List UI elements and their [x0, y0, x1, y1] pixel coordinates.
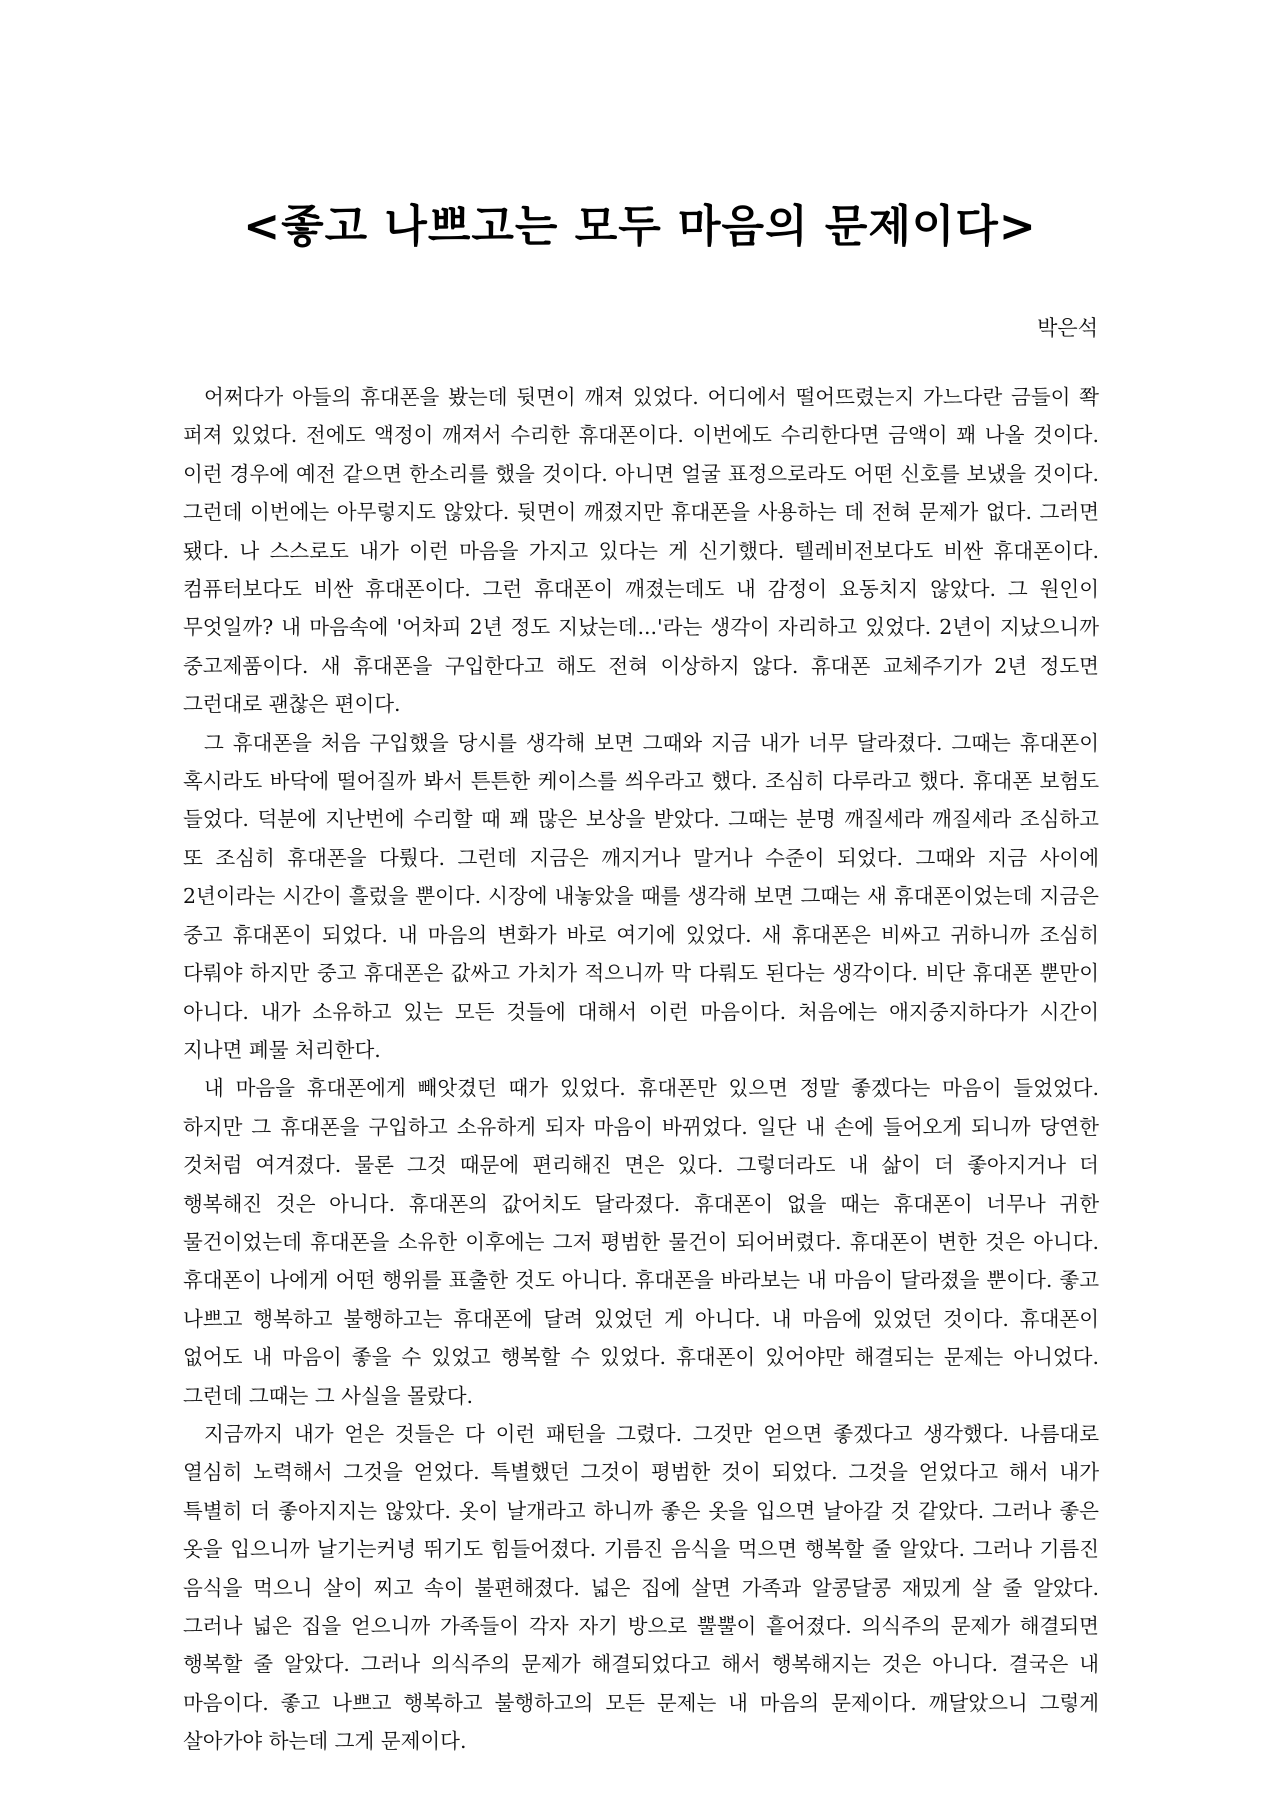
- paragraph-1: 어쩌다가 아들의 휴대폰을 봤는데 뒷면이 깨져 있었다. 어디에서 떨어뜨렸는지 가느다란 금들이 쫙 퍼져 있었다. 전에도 액정이 깨져서 수리한 휴대폰이다. 이번에도 수리한다면 금액이 꽤 나올 것이다. 이런 경우에 예전 같으면 한소리를 했을 것이다. 아니면 얼굴 표정으로라도 어떤 신호를 보냈을 것이다. 그런데 이번에는 아무렇지도 않았다. 뒷면이 깨졌지만 휴대폰을 사용하는 데 전혀 문제가 없다. 그러면 됐다. 나 스스로도 내가 이런 마음을 가지고 있다는 게 신기했다. 텔레비전보다도 비싼 휴대폰이다. 컴퓨터보다도 비싼 휴대폰이다. 그런 휴대폰이 깨졌는데도 내 감정이 요동치지 않았다. 그 원인이 무엇일까? 내 마음속에 '어차피 2년 정도 지났는데...'라는 생각이 자리하고 있었다. 2년이 지났으니까 중고제품이다. 새 휴대폰을 구입한다고 해도 전혀 이상하지 않다. 휴대폰 교체주기가 2년 정도면 그런대로 괜찮은 편이다.: [183, 385, 1099, 717]
- paragraph-4: 지금까지 내가 얻은 것들은 다 이런 패턴을 그렸다. 그것만 얻으면 좋겠다고 생각했다. 나름대로 열심히 노력해서 그것을 얻었다. 특별했던 그것이 평범한 것이 되었다. 그것을 얻었다고 해서 내가 특별히 더 좋아지지는 않았다. 옷이 날개라고 하니까 좋은 옷을 입으면 날아갈 것 같았다. 그러나 좋은 옷을 입으니까 날기는커녕 뛰기도 힘들어졌다. 기름진 음식을 먹으면 행복할 줄 알았다. 그러나 기름진 음식을 먹으니 살이 찌고 속이 불편해졌다. 넓은 집에 살면 가족과 알콩달콩 재밌게 살 줄 알았다. 그러나 넓은 집을 얻으니까 가족들이 각자 자기 방으로 뿔뿔이 흩어졌다. 의식주의 문제가 해결되면 행복할 줄 알았다. 그러나 의식주의 문제가 해결되었다고 해서 행복해지는 것은 아니다. 결국은 내 마음이다. 좋고 나쁘고 행복하고 불행하고의 모든 문제는 내 마음의 문제이다. 깨달았으니 그렇게 살아가야 하는데 그게 문제이다.: [183, 1421, 1099, 1754]
- document-body: [183, 378, 1099, 1761]
- document-title: <좋고 나쁘고는 모두 마음의 문제이다>: [243, 201, 1037, 252]
- author-name: 박은석: [1037, 316, 1098, 340]
- paragraph-2: 그 휴대폰을 처음 구입했을 당시를 생각해 보면 그때와 지금 내가 너무 달라졌다. 그때는 휴대폰이 혹시라도 바닥에 떨어질까 봐서 튼튼한 케이스를 씌우라고 했다. 조심히 다루라고 했다. 휴대폰 보험도 들었다. 덕분에 지난번에 수리할 때 꽤 많은 보상을 받았다. 그때는 분명 깨질세라 깨질세라 조심하고 또 조심히 휴대폰을 다뤘다. 그런데 지금은 깨지거나 말거나 수준이 되었다. 그때와 지금 사이에 2년이라는 시간이 흘렀을 뿐이다. 시장에 내놓았을 때를 생각해 보면 그때는 새 휴대폰이었는데 지금은 중고 휴대폰이 되었다. 내 마음의 변화가 바로 여기에 있었다. 새 휴대폰은 비싸고 귀하니까 조심히 다뤄야 하지만 중고 휴대폰은 값싸고 가치가 적으니까 막 다뤄도 된다는 생각이다. 비단 휴대폰 뿐만이 아니다. 내가 소유하고 있는 모든 것들에 대해서 이런 마음이다. 처음에는 애지중지하다가 시간이 지나면 폐물 처리한다.: [183, 730, 1099, 1062]
- paragraph-3: 내 마음을 휴대폰에게 빼앗겼던 때가 있었다. 휴대폰만 있으면 정말 좋겠다는 마음이 들었었다. 하지만 그 휴대폰을 구입하고 소유하게 되자 마음이 바뀌었다. 일단 내 손에 들어오게 되니까 당연한 것처럼 여겨졌다. 물론 그것 때문에 편리해진 면은 있다. 그렇더라도 내 삶이 더 좋아지거나 더 행복해진 것은 아니다. 휴대폰의 값어치도 달라졌다. 휴대폰이 없을 때는 휴대폰이 너무나 귀한 물건이었는데 휴대폰을 소유한 이후에는 그저 평범한 물건이 되어버렸다. 휴대폰이 변한 것은 아니다. 휴대폰이 나에게 어떤 행위를 표출한 것도 아니다. 휴대폰을 바라보는 내 마음이 달라졌을 뿐이다. 좋고 나쁘고 행복하고 불행하고는 휴대폰에 달려 있었던 게 아니다. 내 마음에 있었던 것이다. 휴대폰이 없어도 내 마음이 좋을 수 있었고 행복할 수 있었다. 휴대폰이 있어야만 해결되는 문제는 아니었다. 그런데 그때는 그 사실을 몰랐다.: [183, 1076, 1099, 1408]
